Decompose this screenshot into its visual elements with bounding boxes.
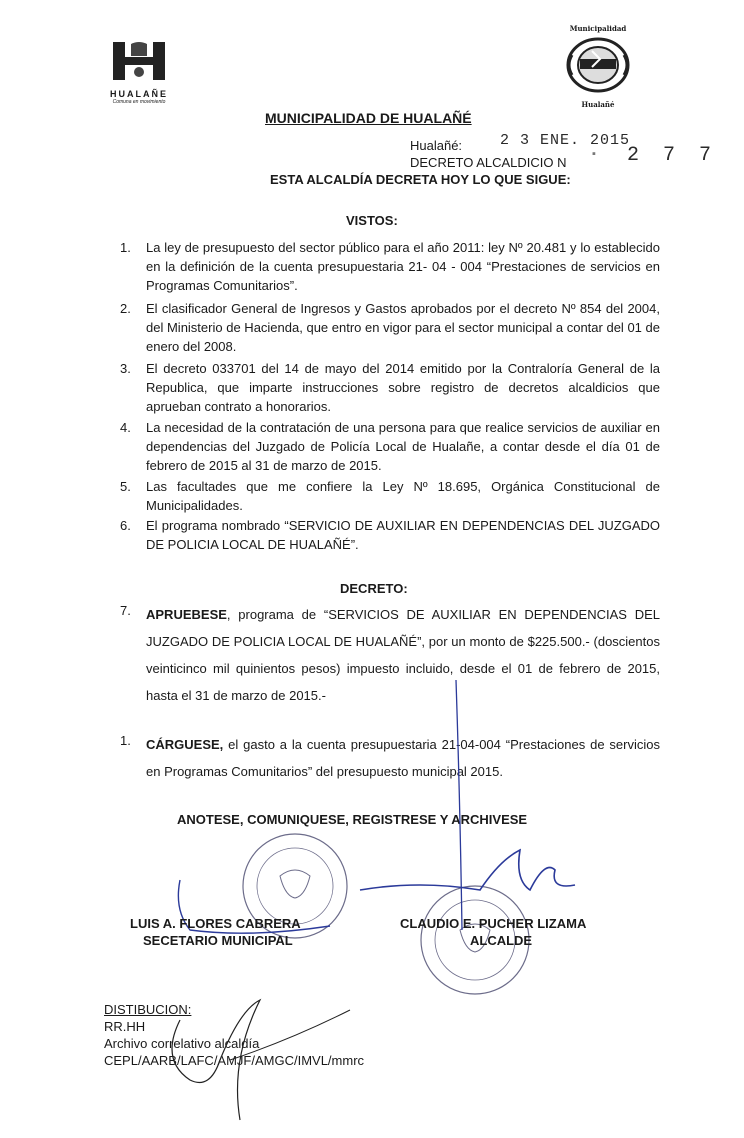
- item-bold-lead: CÁRGUESE,: [146, 737, 224, 752]
- mayor-name: CLAUDIO E. PUCHER LIZAMA: [400, 916, 587, 931]
- distribution-heading: DISTIBUCION:: [104, 1002, 192, 1017]
- logo-tagline: Comuna en movimiento: [112, 99, 166, 105]
- decree-number-label: DECRETO ALCALDICIO N: [410, 155, 567, 170]
- ink-mark-icon: ▪: [592, 148, 596, 160]
- distribution-line: CEPL/AARB/LAFC/AMJF/AMGC/IMVL/mmrc: [104, 1053, 365, 1068]
- item-text: [146, 731, 660, 785]
- item-body: , programa de “SERVICIOS DE AUXILIAR EN DEPENDENCIAS DEL JUZGADO DE POLICIA LOCAL DE HUALAÑÉ”, por un monto de $225.500.- (doscientos veinticinco mil quinientos pesos) impuesto incluido, desde el 01 de febrero de 2015, hasta el 31 de marzo de 2015.-: [146, 607, 660, 703]
- list-item: [120, 418, 660, 475]
- item-number: 1.: [120, 733, 131, 748]
- secretary-name: LUIS A. FLORES CABRERA: [130, 916, 301, 931]
- vistos-heading: VISTOS:: [346, 213, 398, 228]
- decreto-heading: DECRETO:: [340, 581, 408, 596]
- distribution-line: Archivo correlativo alcaldía: [104, 1036, 260, 1051]
- list-item: [120, 477, 660, 515]
- list-item: [120, 359, 660, 416]
- mayor-role: ALCALDE: [470, 933, 533, 948]
- list-item: [120, 299, 660, 356]
- place-label: Hualañé:: [410, 138, 463, 153]
- item-text: Las facultades que me confiere la Ley Nº 18.695, Orgánica Constitucional de Municipalidades.: [146, 479, 660, 513]
- item-text: El decreto 033701 del 14 de mayo del 2014 emitido por la Contraloría General de la Republica, que imparte instrucciones sobre registro de decretos alcaldicios que aprueban contrato a honorarios.: [146, 361, 660, 414]
- item-body: el gasto a la cuenta presupuestaria 21-04-004 “Prestaciones de servicios en Programas Comunitarios” del presupuesto municipal 2015.: [146, 737, 660, 779]
- municipality-logo: [104, 40, 174, 105]
- distribution-line: RR.HH: [104, 1019, 146, 1034]
- list-item: [120, 731, 660, 785]
- seal-bottom-text: Hualañé: [581, 100, 615, 109]
- item-number: 4.: [120, 420, 131, 435]
- item-text: [146, 601, 660, 709]
- seal-top-text: Municipalidad: [569, 24, 627, 33]
- item-number: 5.: [120, 479, 131, 494]
- item-number: 2.: [120, 301, 131, 316]
- item-text: La necesidad de la contratación de una persona para que realice servicios de auxiliar en dependencias del Juzgado de Policía Local de Hualañe, a contar desde el día 01 de febrero de 2015 al 31 de marzo de 2015.: [146, 420, 660, 473]
- item-text: El programa nombrado “SERVICIO DE AUXILIAR EN DEPENDENCIAS DEL JUZGADO DE POLICIA LOCAL DE HUALAÑÉ”.: [146, 518, 660, 552]
- list-item: [120, 238, 660, 295]
- ink-line-icon: [440, 680, 480, 940]
- logo-name: HUALAÑE: [110, 89, 168, 99]
- intro-statement: ESTA ALCALDÍA DECRETA HOY LO QUE SIGUE:: [270, 172, 571, 187]
- item-number: 6.: [120, 518, 131, 533]
- coat-of-arms-icon: [562, 33, 634, 95]
- secretary-role: SECETARIO MUNICIPAL: [143, 933, 293, 948]
- decree-number-stamp: 2 7 7: [627, 144, 718, 167]
- list-item: [120, 516, 660, 554]
- item-text: La ley de presupuesto del sector público para el año 2011: ley Nº 20.481 y lo establecido en la definición de la cuenta presupuestaria 21- 04 - 004 “Prestaciones de servicios en Programas Comunitarios”.: [146, 240, 660, 293]
- item-number: 7.: [120, 603, 131, 618]
- document-heading: MUNICIPALIDAD DE HUALAÑÉ: [265, 110, 472, 126]
- municipal-seal: [562, 24, 634, 109]
- date-stamp: 2 3 ENE. 2015: [500, 132, 631, 149]
- list-item: [120, 601, 660, 709]
- h-logo-icon: [109, 40, 169, 82]
- item-text: El clasificador General de Ingresos y Gastos aprobados por el decreto Nº 854 del 2004, del Ministerio de Hacienda, que entro en vigor para el sector municipal a contar del 01 de enero del 2008.: [146, 301, 660, 354]
- item-number: 3.: [120, 361, 131, 376]
- closing-statement: ANOTESE, COMUNIQUESE, REGISTRESE Y ARCHIVESE: [177, 812, 528, 827]
- item-number: 1.: [120, 240, 131, 255]
- item-bold-lead: APRUEBESE: [146, 607, 227, 622]
